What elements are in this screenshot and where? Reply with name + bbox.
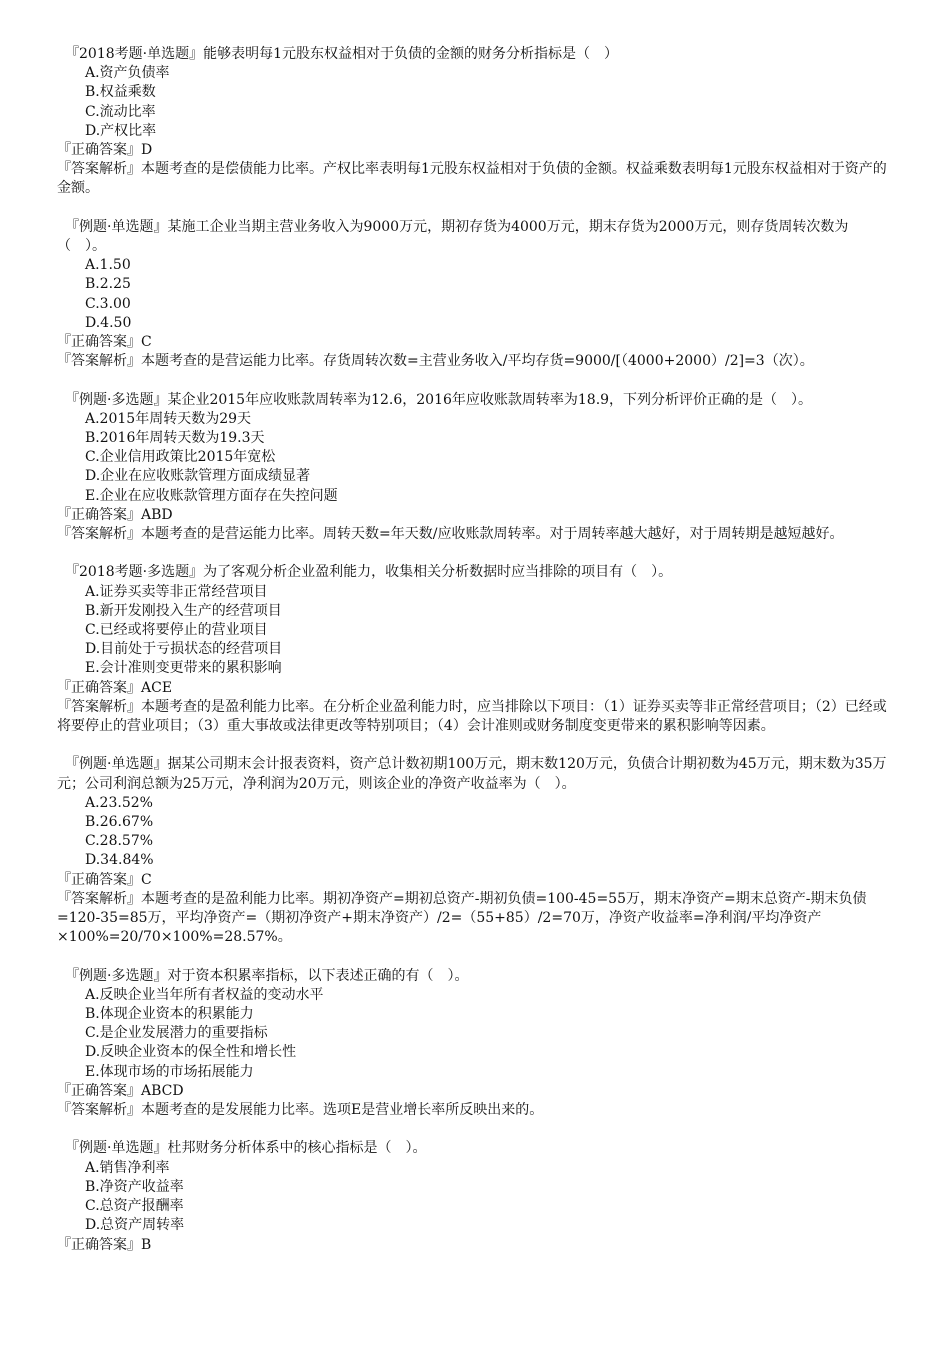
answer-option: B.权益乘数 [85, 84, 156, 101]
answer-option: A.2015年周转天数为29天 [85, 410, 252, 427]
answer-option: D.目前处于亏损状态的经营项目 [85, 641, 283, 658]
answer-option: D.总资产周转率 [85, 1217, 185, 1234]
answer-option: B.26.67% [85, 814, 154, 831]
question-text: 『例题·单选题』据某公司期末会计报表资料，资产总计数初期100万元，期末数120万元，负债合计期初数为45万元，期末数为35万元；公司利润总额为25万元，净利润为20万元，则该企业的净资产收益率为（ ）。 [57, 756, 887, 792]
answer-option: B.2.25 [85, 276, 131, 293]
correct-answer: 『正确答案』D [57, 142, 153, 159]
answer-analysis: 『答案解析』本题考查的是偿债能力比率。产权比率表明每1元股东权益相对于负债的金额。权益乘数表明每1元股东权益相对于资产的金额。 [57, 161, 887, 197]
answer-option: B.2016年周转天数为19.3天 [85, 430, 265, 447]
answer-option: C.已经或将要停止的营业项目 [85, 622, 268, 639]
answer-option: A.反映企业当年所有者权益的变动水平 [85, 986, 324, 1003]
question-block [57, 967, 895, 1121]
answer-analysis: 『答案解析』本题考查的是盈利能力比率。期初净资产=期初总资产-期初负债=100-45=55万，期末净资产=期末总资产-期末负债=120-35=85万，平均净资产=（期初净资产+期末净资产）/2=（55+85）/2=70万，净资产收益率=净利润/平均净资产×100%=20/70×100%=28.57%。 [57, 890, 867, 946]
answer-analysis: 『答案解析』本题考查的是营运能力比率。周转天数=年天数/应收账款周转率。对于周转率越大越好，对于周转期是越短越好。 [57, 526, 844, 543]
question-block [57, 45, 895, 199]
answer-option: D.企业在应收账款管理方面成绩显著 [85, 468, 311, 485]
question-block [57, 1139, 895, 1254]
correct-answer: 『正确答案』ABD [57, 506, 173, 523]
answer-option: B.净资产收益率 [85, 1178, 184, 1195]
answer-analysis: 『答案解析』本题考查的是发展能力比率。选项E是营业增长率所反映出来的。 [57, 1102, 544, 1119]
answer-option: D.34.84% [85, 852, 154, 869]
correct-answer: 『正确答案』C [57, 334, 152, 351]
answer-analysis: 『答案解析』本题考查的是营运能力比率。存货周转次数=主营业务收入/平均存货=9000/[（4000+2000）/2]=3（次）。 [57, 353, 814, 370]
answer-option: E.体现市场的市场拓展能力 [85, 1063, 254, 1080]
answer-option: D.4.50 [85, 314, 132, 331]
question-text: 『例题·多选题』对于资本积累率指标，以下表述正确的有（ ）。 [65, 967, 469, 984]
answer-option: A.资产负债率 [85, 65, 170, 82]
question-block [57, 755, 895, 947]
answer-option: B.新开发刚投入生产的经营项目 [85, 602, 282, 619]
correct-answer: 『正确答案』C [57, 871, 152, 888]
correct-answer: 『正确答案』B [57, 1236, 152, 1253]
answer-option: C.28.57% [85, 833, 154, 850]
question-block [57, 563, 895, 736]
answer-option: A.销售净利率 [85, 1159, 170, 1176]
answer-analysis: 『答案解析』本题考查的是盈利能力比率。在分析企业盈利能力时，应当排除以下项目：（1）证券买卖等非正常经营项目；（2）已经或将要停止的营业项目；（3）重大事故或法律更改等特别项目；（4）会计准则或财务制度变更带来的累积影响等因素。 [57, 698, 887, 735]
answer-option: C.流动比率 [85, 103, 156, 120]
answer-option: D.反映企业资本的保全性和增长性 [85, 1044, 297, 1061]
answer-option: C.是企业发展潜力的重要指标 [85, 1025, 268, 1042]
question-block [57, 391, 895, 545]
answer-option: E.会计准则变更带来的累积影响 [85, 660, 282, 677]
question-text: 『2018考题·多选题』为了客观分析企业盈利能力，收集相关分析数据时应当排除的项目有（ ）。 [65, 564, 673, 581]
question-block [57, 218, 895, 372]
question-text: 『例题·多选题』某企业2015年应收账款周转率为12.6，2016年应收账款周转率为18.9，下列分析评价正确的是（ ）。 [65, 391, 813, 408]
answer-option: C.总资产报酬率 [85, 1198, 184, 1215]
answer-option: C.3.00 [85, 295, 131, 312]
answer-option: B.体现企业资本的积累能力 [85, 1006, 254, 1023]
question-text: 『2018考题·单选题』能够表明每1元股东权益相对于负债的金额的财务分析指标是（ ） [65, 46, 618, 62]
correct-answer: 『正确答案』ABCD [57, 1082, 184, 1099]
question-text: 『例题·单选题』杜邦财务分析体系中的核心指标是（ ）。 [65, 1140, 427, 1157]
answer-option: A.23.52% [85, 794, 153, 811]
answer-option: A.1.50 [85, 257, 131, 274]
answer-option: C.企业信用政策比2015年宽松 [85, 449, 276, 466]
answer-option: E.企业在应收账款管理方面存在失控问题 [85, 487, 338, 504]
correct-answer: 『正确答案』ACE [57, 679, 173, 696]
question-text: 『例题·单选题』某施工企业当期主营业务收入为9000万元，期初存货为4000万元，期末存货为2000万元，则存货周转次数为（ ）。 [57, 218, 849, 255]
answer-option: A.证券买卖等非正常经营项目 [85, 583, 268, 600]
document-body [57, 45, 895, 1274]
answer-option: D.产权比率 [85, 122, 157, 139]
